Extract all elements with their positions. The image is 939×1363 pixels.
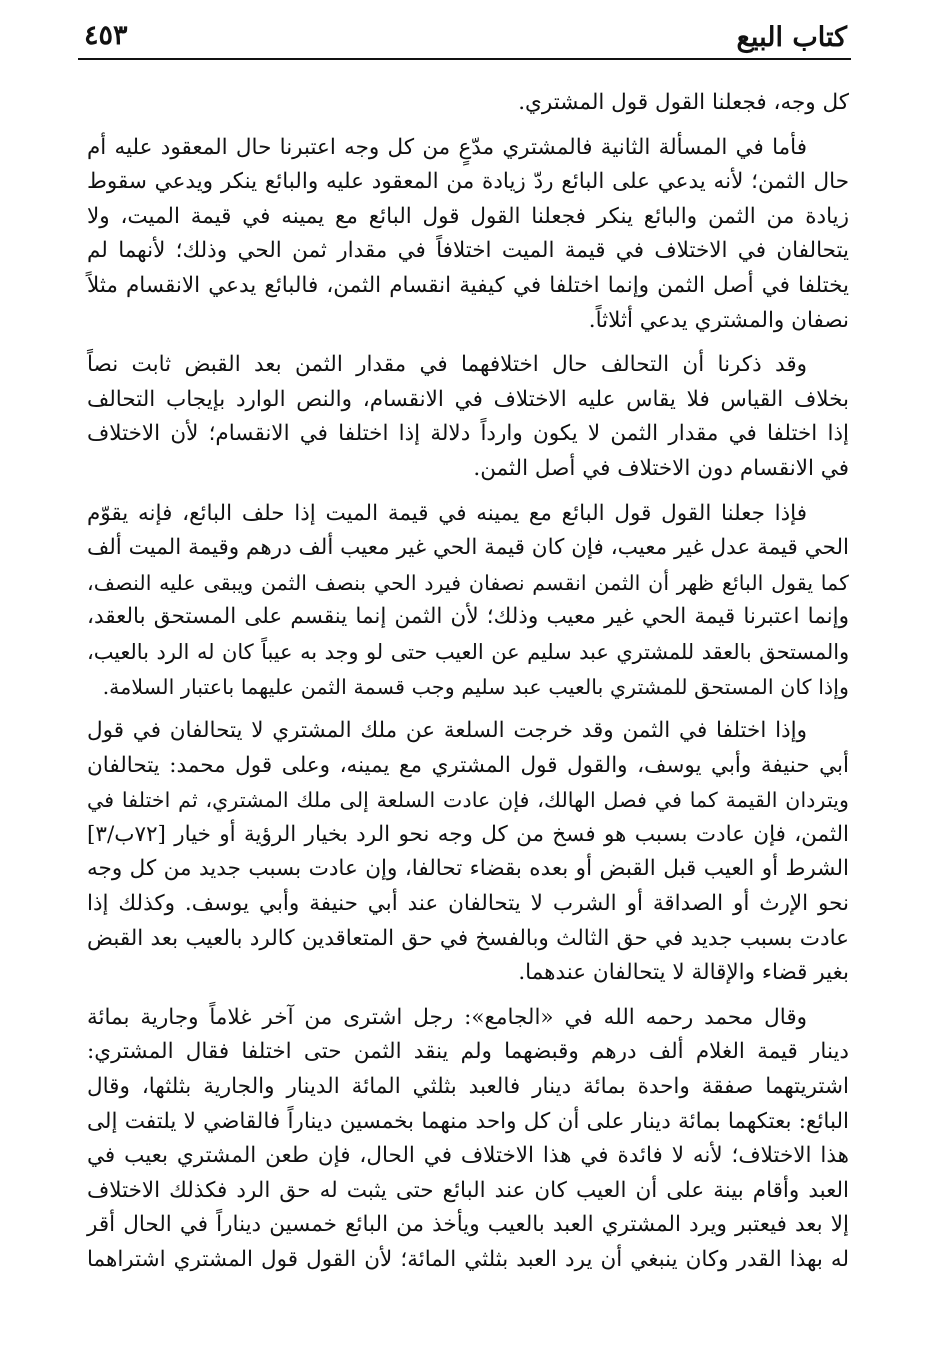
text-line: فإذا جعلنا القول قول البائع مع يمينه في قيمة الميت إذا حلف البائع، فإنه يقوّم [87, 500, 807, 526]
text-line: وإنما اعتبرنا قيمة الحي غير معيب وذلك؛ لأن الثمن إنما ينقسم على المستحق بالعقد، [87, 604, 849, 630]
paragraph [87, 131, 849, 339]
text-line: كل وجه، فجعلنا القول قول المشتري. [518, 90, 849, 115]
text-line: العبد وأقام بينة على أن العيب كان عند البائع حتى يثبت له حق الرد فكذلك الاختلاف [87, 1177, 849, 1203]
text-line: اشتريتهما صفقة واحدة بمائة دينار فالعبد بثلثي المائة الدينار والجارية بثلثها، وقال [87, 1074, 849, 1100]
paragraph [87, 348, 849, 486]
text-line: وقد ذكرنا أن التحالف حال اختلافهما في مقدار الثمن بعد القبض ثابت نصاً [87, 352, 807, 378]
text-line: في الانقسام دون الاختلاف في أصل الثمن. [473, 455, 849, 481]
text-line: نحو الإرث أو الصداقة أو الشرب لا يتحالفان عند أبي حنيفة وأبي يوسف. وكذلك إذا [87, 891, 849, 917]
text-line: يتحالفان في الاختلاف في قيمة الميت اختلافاً في مقدار ثمن الحي وذلك؛ لأنهما لم [87, 238, 849, 264]
paragraph [87, 86, 849, 121]
text-line: دينار قيمة الغلام ألف درهم وقبضهما ولم ينقد الثمن حتى اختلفا فقال المشتري: [87, 1039, 849, 1065]
text-line: له بهذا القدر وكان ينبغي أن يرد العبد بثلثي المائة؛ لأن القول قول المشتري اشتراهما [87, 1247, 849, 1272]
page-number: ٤٥٣ [84, 20, 128, 51]
text-line: والمستحق بالعقد للمشتري عبد سليم عن العيب حتى لو وجد به عيباً كان له الرد بالعيب، [87, 639, 849, 664]
text-line: حال الثمن؛ لأنه يدعي على البائع ردّ زيادة من المعقود عليه والبائع ينكر ويدعي سقوط [87, 169, 849, 195]
text-line: فأما في المسألة الثانية فالمشتري مدّعٍ من كل وجه اعتبرنا حال المعقود عليه أم [87, 134, 807, 160]
text-line: وإذا كان المستحق للمشتري بالعيب عبد سليم وجب قسمة الثمن عليهما باعتبار السلامة. [102, 674, 849, 699]
text-line: بخلاف القياس فلا يقاس عليه الاختلاف في الانقسام، والنص الوارد بإيجاب التحالف [87, 386, 849, 412]
running-header [78, 14, 851, 60]
text-line: نصفان والمشتري يدعي أثلاثاً. [588, 307, 849, 333]
text-line: إذا اختلفا في مقدار الثمن لا يكون وارداً دلالة إذا اختلفا في الانقسام؛ لأن الاختلاف [87, 421, 849, 447]
text-line: ويتردان القيمة كما في فصل الهالك، فإن عادت السلعة إلى ملك المشتري، ثم اختلفا في [87, 788, 849, 813]
body-text [87, 86, 849, 1288]
paragraph [87, 1001, 849, 1278]
text-line: عادت بسبب جديد في حق الثالث وبالفسخ في حق المتعاقدين كالرد بالعيب بعد القبض [87, 925, 849, 951]
text-line: كما يقول البائع ظهر أن الثمن انقسم نصفان فيرد الحي بنصف الثمن ويبقى عليه النصف، [87, 570, 849, 595]
text-line: الشرط أو العيب قبل القبض أو بعده بقضاء تحالفا، وإن عادت بسبب جديد من كل وجه [87, 856, 849, 882]
text-line: وقال محمد رحمه الله في «الجامع»: رجل اشترى من آخر غلاماً وجارية بمائة [87, 1004, 807, 1030]
text-line: هذا الاختلاف؛ لأنه لا فائدة في هذا الاختلاف في الحال، فإن طعن المشتري بعيب في [87, 1143, 849, 1169]
book-title: كتاب البيع [736, 22, 847, 53]
text-line: بغير قضاء والإقالة لا يتحالفان عندهما. [518, 960, 849, 986]
text-line: زيادة من الثمن والبائع ينكر فجعلنا القول قول البائع مع يمينه في قيمة الميت، ولا [87, 203, 849, 229]
paragraph [87, 714, 849, 991]
text-line: إلا بعد فيعتبر ويرد المشتري العبد بالعيب ويأخذ من البائع خمسين ديناراً في الحال أقر [87, 1212, 849, 1238]
text-line: البائع: بعتكهما بمائة دينار على أن كل واحد منهما بخمسين ديناراً فالقاضي لا يلتفت إلى [87, 1108, 849, 1134]
text-line: أبي حنيفة وأبي يوسف، والقول قول المشتري مع يمينه، وعلى قول محمد: يتحالفان [87, 752, 849, 778]
paragraph [87, 497, 849, 705]
text-line: الحي قيمة عدل غير معيب، فإن كان قيمة الحي غير معيب ألف درهم وقيمة الميت ألف [87, 535, 849, 561]
text-line: الثمن، فإن عادت بسبب هو فسخ من كل وجه نحو الرد بخيار الرؤية أو خيار [٧٢ب/٣] [87, 821, 849, 847]
text-line: وإذا اختلفا في الثمن وقد خرجت السلعة عن ملك المشتري لا يتحالفان في قول [87, 718, 807, 744]
text-line: يختلفا في أصل الثمن وإنما اختلفا في كيفية انقسام الثمن، فالبائع يدعي الانقسام مثلاً [87, 272, 849, 298]
